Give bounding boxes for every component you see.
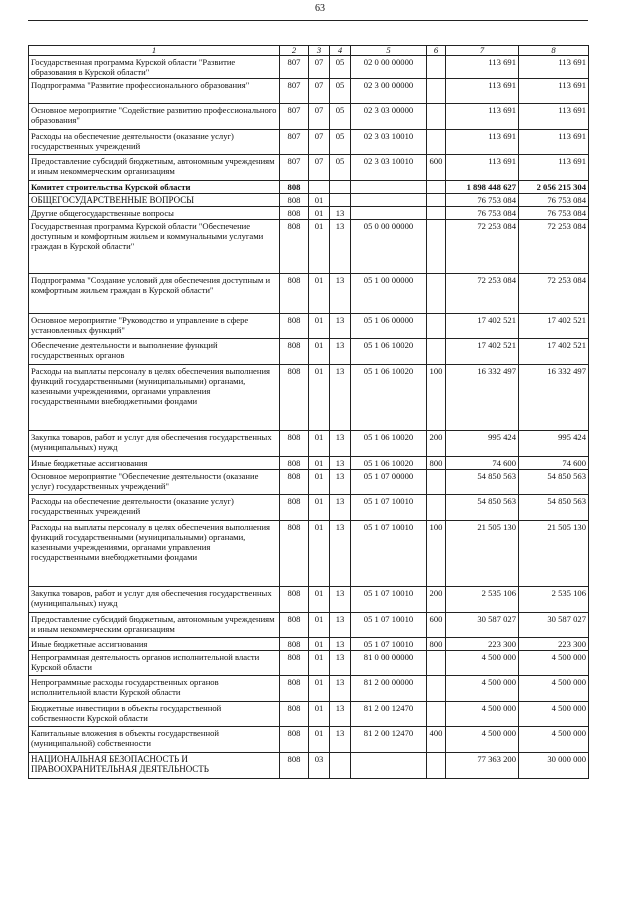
table-row <box>29 702 589 727</box>
table-row <box>29 274 589 314</box>
table-row <box>29 79 589 104</box>
row-gr-cell: 808 <box>280 638 309 651</box>
row-target-cell: 81 0 00 00000 <box>351 651 427 676</box>
row-section-cell <box>309 181 330 194</box>
row-section-cell: 01 <box>309 727 330 753</box>
row-amount-y1-cell: 2 535 106 <box>446 587 519 613</box>
row-kind-cell <box>427 56 446 79</box>
row-amount-y2-cell: 113 691 <box>519 56 589 79</box>
table-row <box>29 470 589 495</box>
header-col-1: 1 <box>29 46 280 56</box>
row-target-cell: 02 3 00 00000 <box>351 79 427 104</box>
row-gr-cell: 808 <box>280 651 309 676</box>
row-section-cell: 01 <box>309 194 330 207</box>
row-subsection-cell: 13 <box>330 431 351 457</box>
row-section-cell: 01 <box>309 314 330 339</box>
row-amount-y2-cell: 17 402 521 <box>519 314 589 339</box>
row-subsection-cell: 05 <box>330 130 351 155</box>
row-amount-y2-cell: 76 753 084 <box>519 194 589 207</box>
row-kind-cell: 200 <box>427 587 446 613</box>
row-amount-y2-cell: 54 850 563 <box>519 495 589 521</box>
header-col-4: 4 <box>330 46 351 56</box>
row-amount-y2-cell: 17 402 521 <box>519 339 589 365</box>
row-amount-y2-cell: 76 753 084 <box>519 207 589 220</box>
row-subsection-cell: 05 <box>330 79 351 104</box>
row-section-cell: 01 <box>309 495 330 521</box>
row-target-cell: 05 1 06 10020 <box>351 365 427 431</box>
row-amount-y1-cell: 113 691 <box>446 104 519 130</box>
row-target-cell: 81 2 00 00000 <box>351 676 427 702</box>
header-col-8: 8 <box>519 46 589 56</box>
row-gr-cell: 807 <box>280 130 309 155</box>
table-row <box>29 457 589 470</box>
row-target-cell <box>351 181 427 194</box>
row-kind-cell <box>427 130 446 155</box>
row-kind-cell <box>427 274 446 314</box>
row-amount-y1-cell: 30 587 027 <box>446 613 519 638</box>
row-section-cell: 01 <box>309 207 330 220</box>
row-gr-cell: 808 <box>280 207 309 220</box>
row-subsection-cell: 13 <box>330 339 351 365</box>
row-amount-y1-cell: 4 500 000 <box>446 651 519 676</box>
page-number: 63 <box>315 3 325 14</box>
row-subsection-cell: 13 <box>330 220 351 274</box>
header-rule <box>28 20 588 21</box>
row-name-cell: НАЦИОНАЛЬНАЯ БЕЗОПАСНОСТЬ И ПРАВООХРАНИТЕЛЬНАЯ ДЕЯТЕЛЬНОСТЬ <box>29 753 280 779</box>
row-name-cell: Обеспечение деятельности и выполнение функций государственных органов <box>29 339 280 365</box>
row-name-cell: Предоставление субсидий бюджетным, автономным учреждениям и иным некоммерческим организациям <box>29 155 280 181</box>
table-row <box>29 56 589 79</box>
row-kind-cell <box>427 314 446 339</box>
row-gr-cell: 808 <box>280 181 309 194</box>
table-row <box>29 676 589 702</box>
row-target-cell: 05 1 00 00000 <box>351 274 427 314</box>
row-section-cell: 07 <box>309 104 330 130</box>
row-amount-y1-cell: 16 332 497 <box>446 365 519 431</box>
row-subsection-cell: 13 <box>330 587 351 613</box>
row-subsection-cell <box>330 753 351 779</box>
row-section-cell: 07 <box>309 79 330 104</box>
row-subsection-cell: 05 <box>330 155 351 181</box>
table-row <box>29 314 589 339</box>
row-section-cell: 01 <box>309 521 330 587</box>
row-gr-cell: 808 <box>280 339 309 365</box>
table-row <box>29 339 589 365</box>
row-amount-y2-cell: 2 056 215 304 <box>519 181 589 194</box>
row-name-cell: Капитальные вложения в объекты государственной (муниципальной) собственности <box>29 727 280 753</box>
row-kind-cell: 800 <box>427 638 446 651</box>
row-kind-cell: 100 <box>427 521 446 587</box>
row-amount-y1-cell: 4 500 000 <box>446 676 519 702</box>
row-amount-y1-cell: 72 253 084 <box>446 274 519 314</box>
row-subsection-cell <box>330 181 351 194</box>
row-target-cell: 05 1 06 00000 <box>351 314 427 339</box>
row-amount-y1-cell: 1 898 448 627 <box>446 181 519 194</box>
row-gr-cell: 808 <box>280 587 309 613</box>
row-name-cell: Расходы на обеспечение деятельности (оказание услуг) государственных учреждений <box>29 495 280 521</box>
row-gr-cell: 807 <box>280 79 309 104</box>
row-section-cell: 01 <box>309 613 330 638</box>
row-name-cell: Другие общегосударственные вопросы <box>29 207 280 220</box>
row-gr-cell: 808 <box>280 727 309 753</box>
row-amount-y1-cell: 223 300 <box>446 638 519 651</box>
row-target-cell: 05 1 06 10020 <box>351 339 427 365</box>
row-amount-y1-cell: 995 424 <box>446 431 519 457</box>
row-name-cell: Предоставление субсидий бюджетным, автономным учреждениям и иным некоммерческим организациям <box>29 613 280 638</box>
row-section-cell: 01 <box>309 676 330 702</box>
row-gr-cell: 808 <box>280 220 309 274</box>
row-gr-cell: 808 <box>280 753 309 779</box>
row-target-cell: 05 1 07 10010 <box>351 638 427 651</box>
row-subsection-cell: 13 <box>330 365 351 431</box>
row-amount-y1-cell: 4 500 000 <box>446 702 519 727</box>
row-target-cell <box>351 194 427 207</box>
row-amount-y1-cell: 4 500 000 <box>446 727 519 753</box>
row-gr-cell: 808 <box>280 431 309 457</box>
row-subsection-cell: 13 <box>330 521 351 587</box>
row-target-cell: 81 2 00 12470 <box>351 727 427 753</box>
row-amount-y1-cell: 76 753 084 <box>446 194 519 207</box>
row-kind-cell <box>427 194 446 207</box>
budget-table <box>28 45 589 779</box>
row-target-cell: 05 1 07 10010 <box>351 521 427 587</box>
row-kind-cell: 100 <box>427 365 446 431</box>
table-row <box>29 104 589 130</box>
row-amount-y1-cell: 113 691 <box>446 155 519 181</box>
row-subsection-cell: 13 <box>330 470 351 495</box>
row-gr-cell: 808 <box>280 470 309 495</box>
row-kind-cell <box>427 181 446 194</box>
row-amount-y2-cell: 72 253 084 <box>519 274 589 314</box>
row-gr-cell: 807 <box>280 104 309 130</box>
row-section-cell: 03 <box>309 753 330 779</box>
row-section-cell: 01 <box>309 431 330 457</box>
row-target-cell: 05 1 06 10020 <box>351 457 427 470</box>
header-col-6: 6 <box>427 46 446 56</box>
header-col-2: 2 <box>280 46 309 56</box>
row-name-cell: Подпрограмма "Развитие профессионального образования" <box>29 79 280 104</box>
row-target-cell: 05 1 07 10010 <box>351 587 427 613</box>
row-gr-cell: 808 <box>280 194 309 207</box>
row-subsection-cell: 13 <box>330 638 351 651</box>
row-section-cell: 01 <box>309 702 330 727</box>
row-section-cell: 01 <box>309 365 330 431</box>
row-amount-y1-cell: 54 850 563 <box>446 470 519 495</box>
row-amount-y2-cell: 4 500 000 <box>519 702 589 727</box>
row-kind-cell <box>427 220 446 274</box>
row-amount-y1-cell: 54 850 563 <box>446 495 519 521</box>
row-subsection-cell <box>330 194 351 207</box>
row-amount-y1-cell: 17 402 521 <box>446 314 519 339</box>
row-section-cell: 01 <box>309 638 330 651</box>
row-subsection-cell: 13 <box>330 457 351 470</box>
table-row <box>29 587 589 613</box>
row-amount-y1-cell: 77 363 200 <box>446 753 519 779</box>
table-row <box>29 194 589 207</box>
row-amount-y2-cell: 113 691 <box>519 104 589 130</box>
row-kind-cell <box>427 470 446 495</box>
row-kind-cell <box>427 753 446 779</box>
row-gr-cell: 807 <box>280 56 309 79</box>
row-section-cell: 07 <box>309 56 330 79</box>
row-section-cell: 01 <box>309 220 330 274</box>
row-subsection-cell: 13 <box>330 613 351 638</box>
row-section-cell: 07 <box>309 155 330 181</box>
row-kind-cell: 800 <box>427 457 446 470</box>
row-subsection-cell: 05 <box>330 104 351 130</box>
row-kind-cell <box>427 104 446 130</box>
table-row <box>29 521 589 587</box>
row-amount-y1-cell: 74 600 <box>446 457 519 470</box>
row-target-cell: 02 3 03 10010 <box>351 155 427 181</box>
row-target-cell <box>351 753 427 779</box>
row-amount-y1-cell: 113 691 <box>446 79 519 104</box>
row-kind-cell: 200 <box>427 431 446 457</box>
table-row <box>29 155 589 181</box>
row-amount-y1-cell: 113 691 <box>446 130 519 155</box>
row-gr-cell: 808 <box>280 457 309 470</box>
row-amount-y2-cell: 30 587 027 <box>519 613 589 638</box>
row-target-cell: 05 1 07 10010 <box>351 613 427 638</box>
row-target-cell <box>351 207 427 220</box>
table-row <box>29 638 589 651</box>
table-row <box>29 207 589 220</box>
row-amount-y2-cell: 54 850 563 <box>519 470 589 495</box>
row-amount-y2-cell: 2 535 106 <box>519 587 589 613</box>
row-target-cell: 81 2 00 12470 <box>351 702 427 727</box>
header-col-7: 7 <box>446 46 519 56</box>
row-amount-y2-cell: 21 505 130 <box>519 521 589 587</box>
row-kind-cell <box>427 79 446 104</box>
row-name-cell: Иные бюджетные ассигнования <box>29 638 280 651</box>
row-gr-cell: 808 <box>280 613 309 638</box>
table-row <box>29 431 589 457</box>
row-gr-cell: 808 <box>280 314 309 339</box>
row-kind-cell: 400 <box>427 727 446 753</box>
row-section-cell: 07 <box>309 130 330 155</box>
row-amount-y2-cell: 113 691 <box>519 130 589 155</box>
table-row <box>29 613 589 638</box>
row-amount-y2-cell: 30 000 000 <box>519 753 589 779</box>
row-name-cell: Закупка товаров, работ и услуг для обеспечения государственных (муниципальных) нужд <box>29 431 280 457</box>
table-row <box>29 220 589 274</box>
row-name-cell: Основное мероприятие "Руководство и управление в сфере установленных функций" <box>29 314 280 339</box>
row-gr-cell: 808 <box>280 274 309 314</box>
row-gr-cell: 808 <box>280 495 309 521</box>
row-kind-cell <box>427 207 446 220</box>
row-name-cell: Основное мероприятие "Содействие развитию профессионального образования" <box>29 104 280 130</box>
row-subsection-cell: 13 <box>330 495 351 521</box>
row-name-cell: Расходы на выплаты персоналу в целях обеспечения выполнения функций государственными (муниципальными) органами, казенными учреждениями, органами управления государственными внебюджетными фондами <box>29 365 280 431</box>
row-subsection-cell: 13 <box>330 651 351 676</box>
row-section-cell: 01 <box>309 470 330 495</box>
row-name-cell: Государственная программа Курской области "Развитие образования в Курской области" <box>29 56 280 79</box>
table-row <box>29 727 589 753</box>
table-row <box>29 651 589 676</box>
row-amount-y2-cell: 4 500 000 <box>519 676 589 702</box>
table-row <box>29 495 589 521</box>
row-target-cell: 05 0 00 00000 <box>351 220 427 274</box>
row-section-cell: 01 <box>309 457 330 470</box>
row-target-cell: 02 3 03 10010 <box>351 130 427 155</box>
header-row <box>29 46 589 56</box>
row-subsection-cell: 05 <box>330 56 351 79</box>
row-kind-cell: 600 <box>427 155 446 181</box>
row-kind-cell <box>427 339 446 365</box>
row-amount-y2-cell: 113 691 <box>519 79 589 104</box>
row-name-cell: Расходы на выплаты персоналу в целях обеспечения выполнения функций государственными (муниципальными) органами, казенными учреждениями, органами управления государственными внебюджетными фондами <box>29 521 280 587</box>
row-amount-y2-cell: 113 691 <box>519 155 589 181</box>
row-gr-cell: 808 <box>280 521 309 587</box>
row-name-cell: Бюджетные инвестиции в объекты государственной собственности Курской области <box>29 702 280 727</box>
row-target-cell: 05 1 07 10010 <box>351 495 427 521</box>
row-amount-y1-cell: 76 753 084 <box>446 207 519 220</box>
row-gr-cell: 808 <box>280 702 309 727</box>
row-gr-cell: 808 <box>280 676 309 702</box>
row-kind-cell <box>427 702 446 727</box>
row-name-cell: Подпрограмма "Создание условий для обеспечения доступным и комфортным жильем граждан в Курской области" <box>29 274 280 314</box>
row-name-cell: Непрограммная деятельность органов исполнительной власти Курской области <box>29 651 280 676</box>
row-section-cell: 01 <box>309 651 330 676</box>
row-name-cell: Основное мероприятие "Обеспечение деятельности (оказание услуг) государственных учреждений" <box>29 470 280 495</box>
table-row <box>29 181 589 194</box>
row-amount-y1-cell: 21 505 130 <box>446 521 519 587</box>
row-target-cell: 05 1 07 00000 <box>351 470 427 495</box>
row-subsection-cell: 13 <box>330 207 351 220</box>
header-col-5: 5 <box>351 46 427 56</box>
table-row <box>29 130 589 155</box>
row-target-cell: 02 3 03 00000 <box>351 104 427 130</box>
row-section-cell: 01 <box>309 274 330 314</box>
row-gr-cell: 807 <box>280 155 309 181</box>
row-gr-cell: 808 <box>280 365 309 431</box>
table-row <box>29 753 589 779</box>
row-subsection-cell: 13 <box>330 727 351 753</box>
row-name-cell: Закупка товаров, работ и услуг для обеспечения государственных (муниципальных) нужд <box>29 587 280 613</box>
row-amount-y2-cell: 4 500 000 <box>519 727 589 753</box>
row-target-cell: 05 1 06 10020 <box>351 431 427 457</box>
row-amount-y2-cell: 74 600 <box>519 457 589 470</box>
row-name-cell: Иные бюджетные ассигнования <box>29 457 280 470</box>
row-section-cell: 01 <box>309 339 330 365</box>
row-kind-cell <box>427 676 446 702</box>
row-subsection-cell: 13 <box>330 274 351 314</box>
row-amount-y2-cell: 72 253 084 <box>519 220 589 274</box>
row-kind-cell <box>427 651 446 676</box>
row-target-cell: 02 0 00 00000 <box>351 56 427 79</box>
row-amount-y1-cell: 113 691 <box>446 56 519 79</box>
row-name-cell: Непрограммные расходы государственных органов исполнительной власти Курской области <box>29 676 280 702</box>
row-amount-y2-cell: 16 332 497 <box>519 365 589 431</box>
row-kind-cell <box>427 495 446 521</box>
row-amount-y2-cell: 4 500 000 <box>519 651 589 676</box>
row-subsection-cell: 13 <box>330 314 351 339</box>
row-name-cell: ОБЩЕГОСУДАРСТВЕННЫЕ ВОПРОСЫ <box>29 194 280 207</box>
row-section-cell: 01 <box>309 587 330 613</box>
row-name-cell: Расходы на обеспечение деятельности (оказание услуг) государственных учреждений <box>29 130 280 155</box>
row-amount-y2-cell: 995 424 <box>519 431 589 457</box>
row-amount-y1-cell: 72 253 084 <box>446 220 519 274</box>
row-amount-y2-cell: 223 300 <box>519 638 589 651</box>
row-amount-y1-cell: 17 402 521 <box>446 339 519 365</box>
row-name-cell: Государственная программа Курской области "Обеспечение доступным и комфортным жильем и коммунальными услугами граждан в Курской области" <box>29 220 280 274</box>
row-subsection-cell: 13 <box>330 676 351 702</box>
table-row <box>29 365 589 431</box>
header-col-3: 3 <box>309 46 330 56</box>
row-kind-cell: 600 <box>427 613 446 638</box>
row-subsection-cell: 13 <box>330 702 351 727</box>
row-name-cell: Комитет строительства Курской области <box>29 181 280 194</box>
